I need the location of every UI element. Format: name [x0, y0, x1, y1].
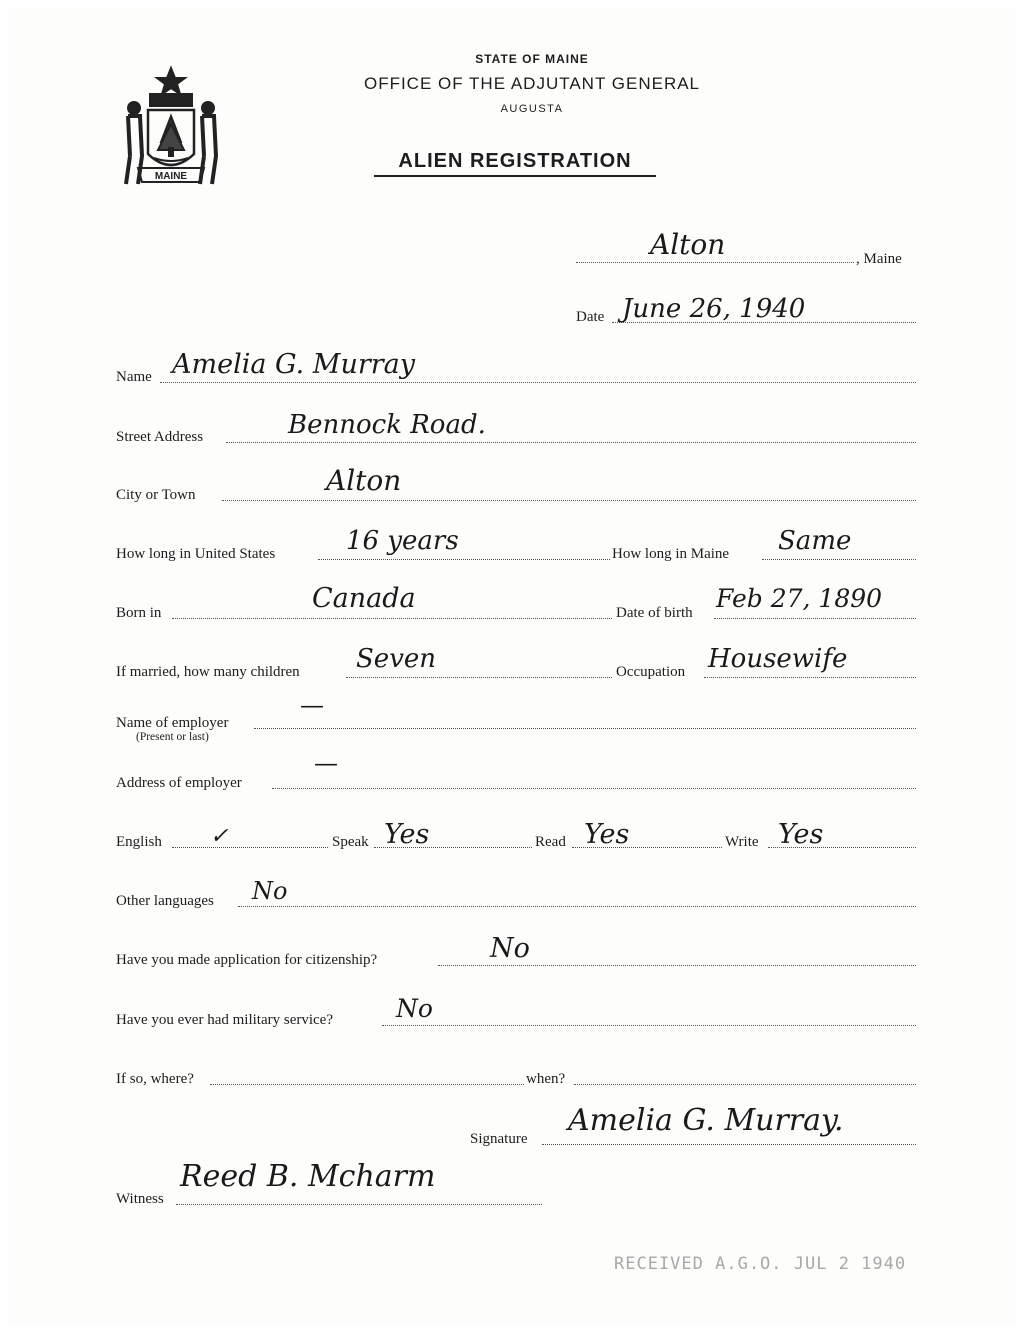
occupation-label: Occupation: [616, 664, 686, 680]
street-line: [226, 442, 916, 443]
dob-value: Feb 27, 1890: [716, 584, 883, 613]
maine-time-line: [762, 559, 916, 560]
seal-lettering: MAINE: [154, 171, 188, 182]
employer-address-label: Address of employer: [116, 775, 242, 791]
when-line: [574, 1084, 916, 1085]
other-languages-label: Other languages: [116, 893, 214, 909]
place-label: , Maine: [856, 251, 902, 267]
employer-line: [254, 728, 916, 729]
citizenship-label: Have you made application for citizenship?: [116, 952, 378, 968]
us-time-value: 16 years: [346, 526, 459, 556]
when-label: when?: [526, 1071, 566, 1087]
english-line: [172, 847, 328, 848]
city-value: Alton: [326, 464, 402, 497]
employer-label: Name of employer: [116, 715, 229, 731]
write-label: Write: [725, 834, 759, 850]
other-languages-line: [238, 906, 916, 907]
city-line: [222, 500, 916, 501]
form-title: ALIEN REGISTRATION: [374, 150, 656, 177]
citizenship-line: [438, 965, 916, 966]
speak-label: Speak: [332, 834, 369, 850]
street-value: Bennock Road.: [288, 410, 486, 440]
place-line: [576, 262, 854, 263]
maine-time-value: Same: [778, 526, 852, 556]
read-label: Read: [535, 834, 566, 850]
born-line: [172, 618, 612, 619]
header-city: AUGUSTA: [500, 103, 564, 115]
street-label: Street Address: [116, 429, 204, 445]
occupation-line: [704, 677, 916, 678]
occupation-value: Housewife: [708, 644, 848, 674]
military-line: [382, 1025, 916, 1026]
name-label: Name: [116, 369, 152, 385]
speak-value: Yes: [384, 819, 430, 850]
witness-value: Reed B. Mcharm: [180, 1159, 436, 1194]
children-line: [346, 677, 612, 678]
us-time-line: [318, 559, 610, 560]
where-label: If so, where?: [116, 1071, 194, 1087]
born-value: Canada: [312, 583, 416, 614]
english-label: English: [116, 834, 162, 850]
employer-sublabel: (Present or last): [136, 731, 209, 743]
us-time-label: How long in United States: [116, 546, 276, 562]
place-value: Alton: [650, 228, 726, 261]
military-label: Have you ever had military service?: [116, 1012, 333, 1028]
dob-label: Date of birth: [616, 605, 693, 621]
citizenship-value: No: [490, 933, 530, 964]
city-label: City or Town: [116, 487, 196, 503]
dob-line: [714, 618, 916, 619]
header-state: STATE OF MAINE: [475, 52, 589, 66]
header-office: OFFICE OF THE ADJUTANT GENERAL: [363, 74, 701, 93]
english-value: ✓: [210, 824, 229, 849]
born-label: Born in: [116, 605, 162, 621]
name-value: Amelia G. Murray: [172, 349, 415, 380]
witness-line: [176, 1204, 542, 1205]
children-label: If married, how many children: [116, 664, 300, 680]
military-value: No: [396, 994, 433, 1023]
received-stamp: RECEIVED A.G.O. JUL 2 1940: [614, 1254, 907, 1274]
date-value: June 26, 1940: [622, 294, 806, 324]
employer-address-value: —: [314, 749, 338, 777]
employer-address-line: [272, 788, 916, 789]
write-value: Yes: [778, 819, 824, 850]
where-line: [210, 1084, 524, 1085]
witness-label: Witness: [116, 1191, 164, 1207]
signature-line: [542, 1144, 916, 1145]
children-value: Seven: [356, 644, 437, 674]
signature-value: Amelia G. Murray.: [568, 1103, 844, 1138]
date-label: Date: [576, 309, 605, 325]
maine-time-label: How long in Maine: [612, 546, 730, 562]
other-languages-value: No: [252, 877, 288, 905]
employer-value: —: [300, 691, 324, 719]
read-value: Yes: [584, 819, 630, 850]
name-line: [160, 382, 916, 383]
signature-label: Signature: [470, 1131, 528, 1147]
